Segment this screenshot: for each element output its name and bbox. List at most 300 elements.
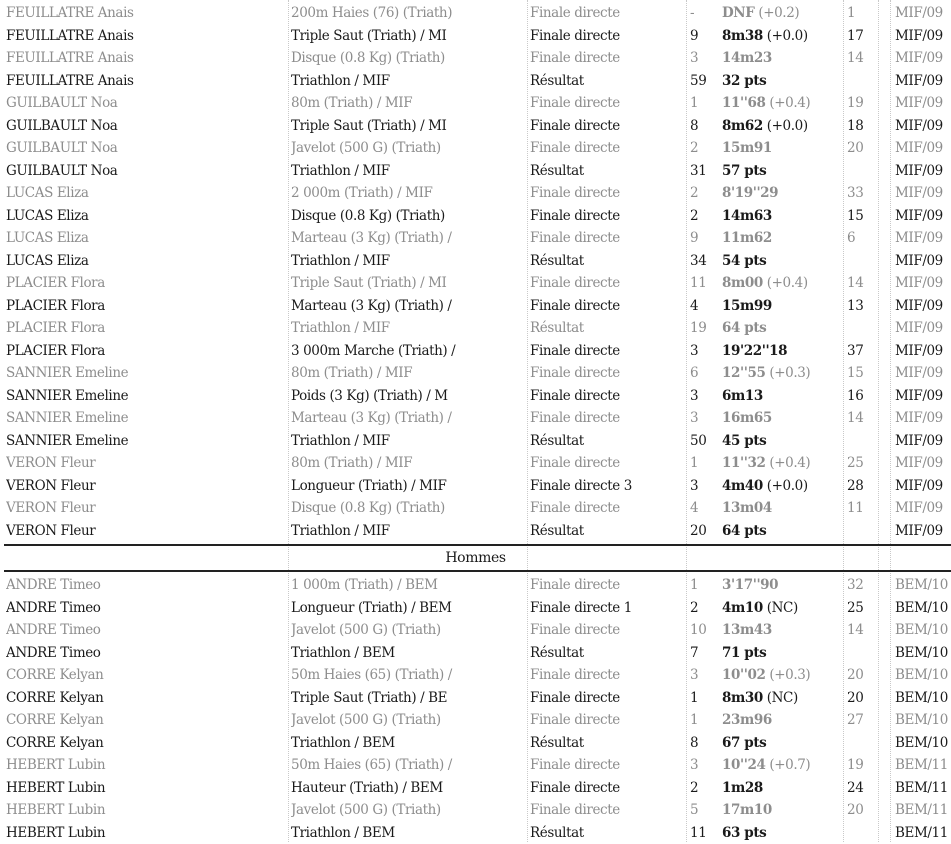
result-row (0, 430, 951, 453)
result-row (0, 272, 951, 295)
points: 24 (847, 777, 883, 800)
result-row (0, 137, 951, 160)
place: 3 (690, 475, 718, 498)
points: 27 (847, 709, 883, 732)
event-name: Poids (3 Kg) (Triath) / M (291, 385, 525, 408)
performance (722, 597, 840, 620)
athlete-name: FEUILLATRE Anais (6, 70, 286, 93)
place: 3 (690, 340, 718, 363)
place: 3 (690, 754, 718, 777)
points: 19 (847, 92, 883, 115)
round-name: Finale directe (530, 407, 685, 430)
performance-value: 15m99 (722, 298, 772, 314)
performance-value: 17m10 (722, 802, 772, 818)
result-row (0, 317, 951, 340)
place: 1 (690, 92, 718, 115)
category: MIF/09 (895, 430, 951, 453)
place: 2 (690, 597, 718, 620)
performance-value: 32 pts (722, 73, 766, 89)
result-row (0, 520, 951, 543)
event-name: 80m (Triath) / MIF (291, 452, 525, 475)
result-row (0, 70, 951, 93)
round-name: Finale directe (530, 2, 685, 25)
performance (722, 137, 840, 160)
event-name: 80m (Triath) / MIF (291, 92, 525, 115)
event-name: Longueur (Triath) / MIF (291, 475, 525, 498)
round-name: Résultat (530, 250, 685, 273)
category: MIF/09 (895, 362, 951, 385)
place: 11 (690, 822, 718, 844)
athlete-name: SANNIER Emeline (6, 385, 286, 408)
performance-value: 15m91 (722, 140, 772, 156)
performance (722, 475, 840, 498)
category: BEM/10 (895, 664, 951, 687)
round-name: Finale directe (530, 272, 685, 295)
round-name: Résultat (530, 822, 685, 844)
result-row (0, 709, 951, 732)
category: MIF/09 (895, 160, 951, 183)
performance-value: 4m10 (722, 600, 763, 616)
round-name: Finale directe 1 (530, 597, 685, 620)
athlete-name: ANDRE Timeo (6, 642, 286, 665)
round-name: Finale directe (530, 619, 685, 642)
result-row (0, 407, 951, 430)
place: 2 (690, 182, 718, 205)
performance (722, 822, 840, 844)
points: 6 (847, 227, 883, 250)
category: BEM/10 (895, 687, 951, 710)
round-name: Finale directe (530, 115, 685, 138)
performance-value: 8m62 (722, 118, 763, 134)
event-name: Triathlon / MIF (291, 70, 525, 93)
event-name: Hauteur (Triath) / BEM (291, 777, 525, 800)
performance-value: 8m30 (722, 690, 763, 706)
place: 50 (690, 430, 718, 453)
performance-value: 19'22''18 (722, 343, 787, 359)
round-name: Finale directe (530, 574, 685, 597)
category: MIF/09 (895, 340, 951, 363)
event-name: Longueur (Triath) / BEM (291, 597, 525, 620)
result-row (0, 822, 951, 844)
result-row (0, 497, 951, 520)
performance-value: 11m62 (722, 230, 772, 246)
performance (722, 182, 840, 205)
category: BEM/10 (895, 709, 951, 732)
result-row (0, 182, 951, 205)
event-name: 2 000m (Triath) / MIF (291, 182, 525, 205)
performance (722, 340, 840, 363)
place: 3 (690, 664, 718, 687)
result-row (0, 687, 951, 710)
result-row (0, 642, 951, 665)
athlete-name: FEUILLATRE Anais (6, 2, 286, 25)
points: 1 (847, 2, 883, 25)
performance (722, 25, 840, 48)
athlete-name: LUCAS Eliza (6, 250, 286, 273)
athlete-name: SANNIER Emeline (6, 407, 286, 430)
performance (722, 92, 840, 115)
event-name: Javelot (500 G) (Triath) (291, 619, 525, 642)
athlete-name: HEBERT Lubin (6, 777, 286, 800)
performance (722, 687, 840, 710)
performance (722, 385, 840, 408)
athlete-name: VERON Fleur (6, 452, 286, 475)
performance-value: 1m28 (722, 780, 763, 796)
round-name: Résultat (530, 317, 685, 340)
category: MIF/09 (895, 317, 951, 340)
wind-reading: (+0.4) (769, 455, 810, 471)
performance (722, 2, 840, 25)
performance-value: 57 pts (722, 163, 766, 179)
result-row (0, 92, 951, 115)
points: 15 (847, 362, 883, 385)
category: MIF/09 (895, 272, 951, 295)
event-name: Triple Saut (Triath) / MI (291, 272, 525, 295)
performance-value: DNF (722, 5, 754, 21)
performance-value: 3'17''90 (722, 577, 778, 593)
place: 2 (690, 777, 718, 800)
athlete-name: PLACIER Flora (6, 272, 286, 295)
points: 20 (847, 799, 883, 822)
event-name: Triathlon / MIF (291, 317, 525, 340)
result-row (0, 799, 951, 822)
wind-reading: (+0.4) (769, 95, 810, 111)
performance-value: 67 pts (722, 735, 766, 751)
place: 8 (690, 732, 718, 755)
round-name: Finale directe (530, 754, 685, 777)
performance-value: 14m63 (722, 208, 772, 224)
category: BEM/10 (895, 597, 951, 620)
category: MIF/09 (895, 452, 951, 475)
round-name: Finale directe (530, 295, 685, 318)
athlete-name: GUILBAULT Noa (6, 92, 286, 115)
place: 3 (690, 407, 718, 430)
athlete-name: GUILBAULT Noa (6, 160, 286, 183)
round-name: Résultat (530, 430, 685, 453)
place: 6 (690, 362, 718, 385)
result-row (0, 2, 951, 25)
category: BEM/10 (895, 619, 951, 642)
athlete-name: HEBERT Lubin (6, 822, 286, 844)
place: 19 (690, 317, 718, 340)
round-name: Finale directe (530, 687, 685, 710)
athlete-name: CORRE Kelyan (6, 664, 286, 687)
event-name: Triathlon / BEM (291, 642, 525, 665)
athlete-name: CORRE Kelyan (6, 687, 286, 710)
round-name: Finale directe (530, 47, 685, 70)
category: BEM/10 (895, 732, 951, 755)
category: BEM/10 (895, 574, 951, 597)
performance (722, 574, 840, 597)
result-row (0, 574, 951, 597)
wind-reading: (+0.3) (769, 365, 810, 381)
place: 9 (690, 227, 718, 250)
round-name: Finale directe (530, 664, 685, 687)
athlete-name: VERON Fleur (6, 520, 286, 543)
event-name: Disque (0.8 Kg) (Triath) (291, 47, 525, 70)
result-row (0, 205, 951, 228)
performance (722, 642, 840, 665)
athlete-name: SANNIER Emeline (6, 362, 286, 385)
event-name: 50m Haies (65) (Triath) / (291, 754, 525, 777)
place: 2 (690, 137, 718, 160)
performance-value: 12''55 (722, 365, 765, 381)
points: 25 (847, 597, 883, 620)
event-name: 3 000m Marche (Triath) / (291, 340, 525, 363)
points: 20 (847, 137, 883, 160)
performance (722, 497, 840, 520)
category: MIF/09 (895, 25, 951, 48)
performance-value: 11''32 (722, 455, 765, 471)
category: MIF/09 (895, 227, 951, 250)
place: 1 (690, 687, 718, 710)
round-name: Finale directe (530, 340, 685, 363)
place: 7 (690, 642, 718, 665)
points: 20 (847, 664, 883, 687)
points: 14 (847, 619, 883, 642)
event-name: 50m Haies (65) (Triath) / (291, 664, 525, 687)
result-row (0, 362, 951, 385)
place: 3 (690, 47, 718, 70)
place: 1 (690, 452, 718, 475)
performance-value: 6m13 (722, 388, 763, 404)
category: MIF/09 (895, 137, 951, 160)
performance-value: 10''02 (722, 667, 765, 683)
round-name: Finale directe (530, 205, 685, 228)
performance (722, 362, 840, 385)
wind-reading: (+0.3) (769, 667, 810, 683)
category: BEM/10 (895, 642, 951, 665)
round-name: Finale directe (530, 182, 685, 205)
performance-value: 54 pts (722, 253, 766, 269)
event-name: Triathlon / BEM (291, 822, 525, 844)
athlete-name: VERON Fleur (6, 475, 286, 498)
result-row (0, 452, 951, 475)
result-row (0, 160, 951, 183)
place: 4 (690, 295, 718, 318)
performance (722, 227, 840, 250)
category: MIF/09 (895, 385, 951, 408)
athlete-name: CORRE Kelyan (6, 709, 286, 732)
event-name: Disque (0.8 Kg) (Triath) (291, 205, 525, 228)
performance (722, 732, 840, 755)
result-row (0, 227, 951, 250)
place: 3 (690, 385, 718, 408)
athlete-name: HEBERT Lubin (6, 754, 286, 777)
points: 18 (847, 115, 883, 138)
result-row (0, 777, 951, 800)
men-results-table (0, 574, 951, 844)
event-name: Triple Saut (Triath) / BE (291, 687, 525, 710)
category: BEM/11 (895, 822, 951, 844)
event-name: Marteau (3 Kg) (Triath) / (291, 227, 525, 250)
performance (722, 70, 840, 93)
performance-value: 23m96 (722, 712, 772, 728)
points: 20 (847, 687, 883, 710)
performance-value: 8m00 (722, 275, 763, 291)
athlete-name: ANDRE Timeo (6, 619, 286, 642)
performance (722, 160, 840, 183)
performance-value: 13m43 (722, 622, 772, 638)
performance (722, 295, 840, 318)
category: MIF/09 (895, 497, 951, 520)
wind-reading: (+0.4) (767, 275, 808, 291)
event-name: 80m (Triath) / MIF (291, 362, 525, 385)
event-name: Marteau (3 Kg) (Triath) / (291, 407, 525, 430)
event-name: 1 000m (Triath) / BEM (291, 574, 525, 597)
category: MIF/09 (895, 182, 951, 205)
wind-reading: (+0.0) (767, 28, 808, 44)
round-name: Finale directe (530, 385, 685, 408)
event-name: Triathlon / MIF (291, 250, 525, 273)
result-row (0, 340, 951, 363)
performance (722, 272, 840, 295)
athlete-name: PLACIER Flora (6, 295, 286, 318)
performance (722, 709, 840, 732)
section-title: Hommes (0, 546, 951, 570)
place: 1 (690, 574, 718, 597)
performance-value: 45 pts (722, 433, 766, 449)
athlete-name: PLACIER Flora (6, 340, 286, 363)
performance (722, 664, 840, 687)
performance (722, 619, 840, 642)
round-name: Finale directe (530, 452, 685, 475)
round-name: Finale directe (530, 709, 685, 732)
performance (722, 205, 840, 228)
event-name: Javelot (500 G) (Triath) (291, 137, 525, 160)
result-row (0, 664, 951, 687)
points: 33 (847, 182, 883, 205)
performance (722, 430, 840, 453)
event-name: Marteau (3 Kg) (Triath) / (291, 295, 525, 318)
event-name: 200m Haies (76) (Triath) (291, 2, 525, 25)
round-name: Finale directe 3 (530, 475, 685, 498)
event-name: Javelot (500 G) (Triath) (291, 799, 525, 822)
performance (722, 754, 840, 777)
place: 9 (690, 25, 718, 48)
place: 10 (690, 619, 718, 642)
athlete-name: PLACIER Flora (6, 317, 286, 340)
round-name: Finale directe (530, 92, 685, 115)
athlete-name: LUCAS Eliza (6, 205, 286, 228)
category: MIF/09 (895, 475, 951, 498)
performance-value: 13m04 (722, 500, 772, 516)
wind-reading: (+0.0) (767, 478, 808, 494)
wind-reading: (NC) (767, 690, 798, 706)
result-row (0, 475, 951, 498)
section-divider-bottom (4, 570, 951, 572)
wind-reading: (+0.2) (758, 5, 799, 21)
performance-value: 8'19''29 (722, 185, 778, 201)
round-name: Finale directe (530, 799, 685, 822)
performance (722, 407, 840, 430)
result-row (0, 295, 951, 318)
wind-reading: (NC) (767, 600, 798, 616)
place: 1 (690, 709, 718, 732)
performance-value: 11''68 (722, 95, 765, 111)
performance (722, 520, 840, 543)
points: 25 (847, 452, 883, 475)
athlete-name: ANDRE Timeo (6, 597, 286, 620)
place: 5 (690, 799, 718, 822)
event-name: Triple Saut (Triath) / MI (291, 25, 525, 48)
event-name: Triathlon / MIF (291, 430, 525, 453)
result-row (0, 115, 951, 138)
result-row (0, 597, 951, 620)
round-name: Finale directe (530, 362, 685, 385)
performance-value: 16m65 (722, 410, 772, 426)
category: BEM/11 (895, 777, 951, 800)
round-name: Finale directe (530, 137, 685, 160)
place: 11 (690, 272, 718, 295)
place: 20 (690, 520, 718, 543)
performance (722, 250, 840, 273)
points: 14 (847, 272, 883, 295)
performance-value: 71 pts (722, 645, 766, 661)
place: 8 (690, 115, 718, 138)
athlete-name: GUILBAULT Noa (6, 115, 286, 138)
result-row (0, 385, 951, 408)
athlete-name: FEUILLATRE Anais (6, 25, 286, 48)
performance-value: 10''24 (722, 757, 765, 773)
points: 17 (847, 25, 883, 48)
points: 13 (847, 295, 883, 318)
round-name: Résultat (530, 70, 685, 93)
performance (722, 799, 840, 822)
athlete-name: VERON Fleur (6, 497, 286, 520)
event-name: Triathlon / BEM (291, 732, 525, 755)
category: MIF/09 (895, 250, 951, 273)
wind-reading: (+0.0) (767, 118, 808, 134)
round-name: Résultat (530, 642, 685, 665)
category: MIF/09 (895, 520, 951, 543)
athlete-name: SANNIER Emeline (6, 430, 286, 453)
athlete-name: GUILBAULT Noa (6, 137, 286, 160)
category: MIF/09 (895, 407, 951, 430)
category: MIF/09 (895, 92, 951, 115)
performance (722, 115, 840, 138)
performance (722, 47, 840, 70)
athlete-name: HEBERT Lubin (6, 799, 286, 822)
event-name: Javelot (500 G) (Triath) (291, 709, 525, 732)
athlete-name: ANDRE Timeo (6, 574, 286, 597)
athlete-name: LUCAS Eliza (6, 182, 286, 205)
place: 34 (690, 250, 718, 273)
performance-value: 64 pts (722, 320, 766, 336)
event-name: Triathlon / MIF (291, 520, 525, 543)
points: 14 (847, 47, 883, 70)
points: 19 (847, 754, 883, 777)
points: 28 (847, 475, 883, 498)
result-row (0, 732, 951, 755)
event-name: Triple Saut (Triath) / MI (291, 115, 525, 138)
round-name: Résultat (530, 160, 685, 183)
result-row (0, 619, 951, 642)
place: 2 (690, 205, 718, 228)
points: 15 (847, 205, 883, 228)
category: MIF/09 (895, 115, 951, 138)
women-results-table (0, 2, 951, 542)
round-name: Finale directe (530, 227, 685, 250)
points: 11 (847, 497, 883, 520)
place: 4 (690, 497, 718, 520)
round-name: Finale directe (530, 497, 685, 520)
category: BEM/11 (895, 754, 951, 777)
category: BEM/11 (895, 799, 951, 822)
performance-value: 64 pts (722, 523, 766, 539)
performance (722, 317, 840, 340)
performance-value: 14m23 (722, 50, 772, 66)
